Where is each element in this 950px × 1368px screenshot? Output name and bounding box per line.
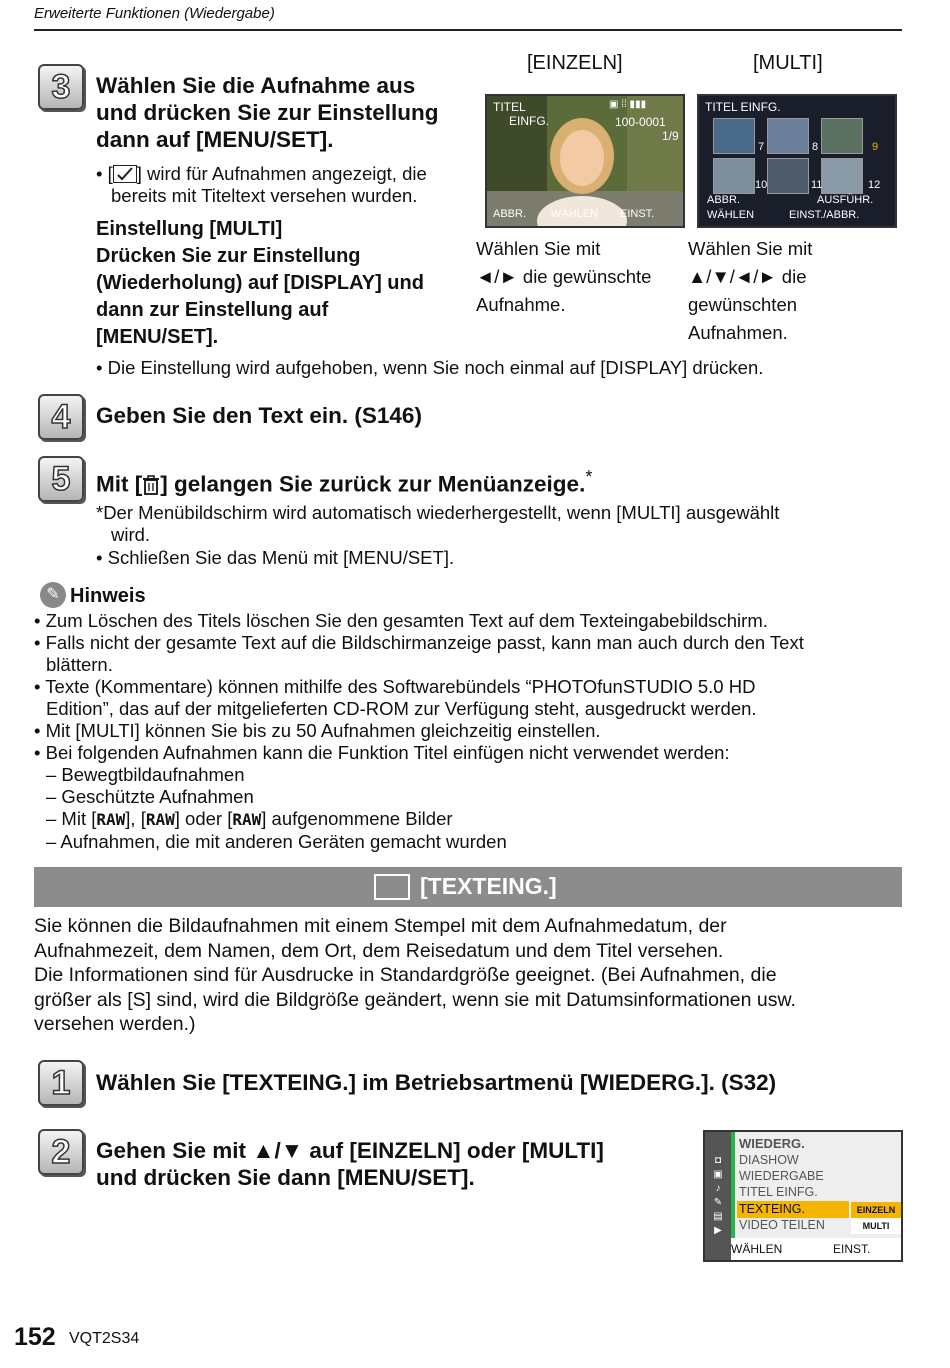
- einzeln-einst: EINST.: [620, 208, 655, 220]
- einzeln-caption: [476, 235, 651, 319]
- hinweis-line: Edition”, das auf der mitgelieferten CD-ROM zur Verfügung steht, ausgedruckt werden.: [46, 698, 757, 719]
- multi-einst: EINST./ABBR.: [789, 209, 860, 221]
- hinweis-line: • Bei folgenden Aufnahmen kann die Funktion Titel einfügen nicht verwendet werden:: [34, 742, 730, 763]
- caption-line: ▲/▼/◄/► die: [688, 266, 807, 287]
- step-3-number: 3: [38, 64, 84, 110]
- intro-line: größer als [S] sind, wird die Bildgröße geändert, wenn sie mit Datumsinformationen usw.: [34, 988, 796, 1011]
- thumbnail: [821, 118, 863, 154]
- hinweis-text: ] aufgenommene Bilder: [261, 808, 453, 829]
- menu-sidebar: [705, 1132, 731, 1260]
- multi-abbr: ABBR.: [707, 194, 741, 206]
- step-3-title-line: Wählen Sie die Aufnahme aus: [96, 73, 416, 98]
- intro-line: Aufnahmezeit, dem Namen, dem Ort, dem Reisedatum und dem Titel versehen.: [34, 939, 724, 962]
- option-einzeln[interactable]: EINZELN: [851, 1202, 901, 1218]
- bullet-text: • [: [96, 163, 113, 184]
- intro-paragraph: [34, 914, 796, 1037]
- thumbnail-number: 10: [755, 179, 768, 191]
- step-3-title: [96, 72, 439, 153]
- step-5-footnote: [96, 502, 779, 546]
- einzeln-screen: [485, 94, 685, 228]
- trash-icon: [142, 472, 160, 497]
- hinweis-line: – Aufnahmen, die mit anderen Geräten gemacht wurden: [46, 831, 507, 852]
- einzeln-file-number: 100-0001: [615, 115, 666, 129]
- hinweis-line: – Bewegtbildaufnahmen: [46, 764, 245, 785]
- caption-line: Aufnahme.: [476, 294, 566, 315]
- einzeln-status-icons: ▣ ⁞⁞ ▮▮▮: [609, 99, 647, 110]
- wiederg-menu-screen: [703, 1130, 903, 1262]
- bullet-text: ] wird für Aufnahmen angezeigt, die: [136, 163, 427, 184]
- menu-item-wiedergabe[interactable]: WIEDERGABE: [739, 1169, 824, 1183]
- menu-header: WIEDERG.: [739, 1136, 805, 1151]
- menu-item-video-teilen[interactable]: VIDEO TEILEN: [739, 1218, 825, 1232]
- caption-line: gewünschten: [688, 294, 798, 315]
- thumbnail: [821, 158, 863, 194]
- einzeln-image-count: 1/9: [662, 129, 679, 143]
- step-5-title-part: ] gelangen Sie zurück zur Menüanzeige.: [160, 471, 586, 497]
- section-title: [TEXTEING.]: [420, 873, 557, 899]
- multi-heading-line: (Wiederholung) auf [DISPLAY] und: [96, 272, 424, 294]
- caption-line: Aufnahmen.: [688, 322, 788, 343]
- menu-item-texteing[interactable]: TEXTEING.: [739, 1202, 805, 1216]
- thumbnail: [713, 158, 755, 194]
- einzeln-abbr: ABBR.: [493, 208, 527, 220]
- hinweis-line: blättern.: [46, 654, 113, 675]
- hinweis-line: • Zum Löschen des Titels löschen Sie den gesamten Text auf dem Texteingabebildschirm.: [34, 610, 768, 631]
- raw-fine-icon: RAW: [96, 810, 126, 829]
- multi-caption: [688, 235, 812, 347]
- intro-line: Die Informationen sind für Ausdrucke in Standardgröße geeignet. (Bei Aufnahmen, die: [34, 964, 777, 987]
- step-3-bullet: [96, 163, 427, 207]
- step-5-bullet: • Schließen Sie das Menü mit [MENU/SET].: [96, 547, 455, 568]
- multi-ausfuehr: AUSFÜHR.: [817, 194, 874, 206]
- section-banner: [34, 867, 902, 907]
- multi-screen: [697, 94, 897, 228]
- footnote-line: wird.: [111, 524, 151, 545]
- step-2-title-line: Gehen Sie mit ▲/▼ auf [EINZELN] oder [MULTI]: [96, 1138, 604, 1163]
- step-5-number: 5: [38, 456, 84, 502]
- step-1-number: 1: [38, 1060, 84, 1106]
- menu-einst: EINST.: [833, 1242, 871, 1256]
- footnote-line: *Der Menübildschirm wird automatisch wiederhergestellt, wenn [MULTI] ausgewählt: [96, 502, 780, 523]
- menu-waehlen: WÄHLEN: [731, 1242, 783, 1256]
- hinweis-text: ] oder [: [174, 808, 233, 829]
- multi-setting-heading: [96, 216, 424, 351]
- thumbnail-number: 9: [872, 141, 879, 153]
- multi-heading-line: [MENU/SET].: [96, 326, 219, 348]
- menu-item-diashow[interactable]: DIASHOW: [739, 1153, 799, 1167]
- hinweis-text: – Mit [: [46, 808, 97, 829]
- intro-line: Sie können die Bildaufnahmen mit einem Stempel mit dem Aufnahmedatum, der: [34, 915, 727, 937]
- page-number: 152: [14, 1323, 56, 1351]
- thumbnail-number: 12: [868, 179, 881, 191]
- step-3-title-line: und drücken Sie zur Einstellung: [96, 100, 439, 125]
- step-1-title: Wählen Sie [TEXTEING.] im Betriebsartmenü [WIEDERG.]. (S32): [96, 1070, 777, 1095]
- einzeln-title-label: TITEL: [493, 100, 526, 114]
- multi-heading-line: Drücken Sie zur Einstellung: [96, 245, 361, 267]
- hinweis-line: • Falls nicht der gesamte Text auf die Bildschirmanzeige passt, kann man auch durch den Text: [34, 632, 804, 653]
- footnote-mark: *: [585, 467, 593, 487]
- step-3-title-line: dann auf [MENU/SET].: [96, 127, 334, 152]
- step-5-title-part: Mit [: [96, 471, 143, 497]
- multi-title-label: TITEL EINFG.: [705, 100, 781, 114]
- text-stamp-icon: [374, 874, 410, 900]
- document-code: VQT2S34: [69, 1330, 140, 1347]
- hinweis-line: – Geschützte Aufnahmen: [46, 786, 254, 807]
- title-edit-icon: [113, 165, 137, 183]
- thumbnail-number: 7: [758, 141, 765, 153]
- step-2-number: 2: [38, 1129, 84, 1175]
- caption-line: Wählen Sie mit: [476, 238, 601, 259]
- step-4-number: 4: [38, 394, 84, 440]
- step-5-title: [96, 464, 592, 498]
- raw-standard-icon: RAW: [145, 810, 175, 829]
- hinweis-line: [34, 808, 804, 831]
- multi-waehlen: WÄHLEN: [707, 209, 755, 221]
- multi-heading-line: dann zur Einstellung auf: [96, 299, 329, 321]
- thumbnail: [713, 118, 755, 154]
- header-rule: [34, 29, 902, 31]
- step-2-title-line: und drücken Sie dann [MENU/SET].: [96, 1165, 475, 1190]
- hinweis-title: Hinweis: [70, 585, 146, 607]
- option-multi[interactable]: MULTI: [851, 1218, 901, 1234]
- running-header: Erweiterte Funktionen (Wiedergabe): [34, 5, 275, 22]
- thumbnail: [767, 158, 809, 194]
- sidebar-icons: ◘ ▣ ♪ ✎ ▤ ▶: [713, 1155, 723, 1236]
- thumbnail-number: 11: [811, 179, 823, 191]
- caption-line: Wählen Sie mit: [688, 238, 813, 259]
- einzeln-title-label-2: EINFG.: [509, 114, 550, 128]
- hinweis-list: [34, 610, 804, 853]
- step-3-display-note: • Die Einstellung wird aufgehoben, wenn Sie noch einmal auf [DISPLAY] drücken.: [96, 357, 764, 378]
- bullet-text: bereits mit Titeltext versehen wurden.: [111, 185, 418, 206]
- step-4-title: Geben Sie den Text ein. (S146): [96, 403, 422, 428]
- multi-heading-line: Einstellung [MULTI]: [96, 218, 283, 240]
- raw-icon: RAW: [232, 810, 262, 829]
- pencil-icon: ✎: [40, 582, 66, 608]
- multi-label: [MULTI]: [753, 52, 823, 74]
- hinweis-text: ], [: [125, 808, 146, 829]
- einzeln-waehlen: WÄHLEN: [551, 208, 599, 220]
- hinweis-line: • Mit [MULTI] können Sie bis zu 50 Aufnahmen gleichzeitig einstellen.: [34, 720, 601, 741]
- thumbnail: [767, 118, 809, 154]
- hinweis-line: • Texte (Kommentare) können mithilfe des Softwarebündels “PHOTOfunSTUDIO 5.0 HD: [34, 676, 756, 697]
- einzeln-label: [EINZELN]: [527, 52, 623, 74]
- menu-item-titel-einfg[interactable]: TITEL EINFG.: [739, 1185, 818, 1199]
- thumbnail-number: 8: [812, 141, 819, 153]
- step-2-title: [96, 1137, 604, 1191]
- caption-line: ◄/► die gewünschte: [476, 266, 652, 287]
- intro-line: versehen werden.): [34, 1013, 196, 1036]
